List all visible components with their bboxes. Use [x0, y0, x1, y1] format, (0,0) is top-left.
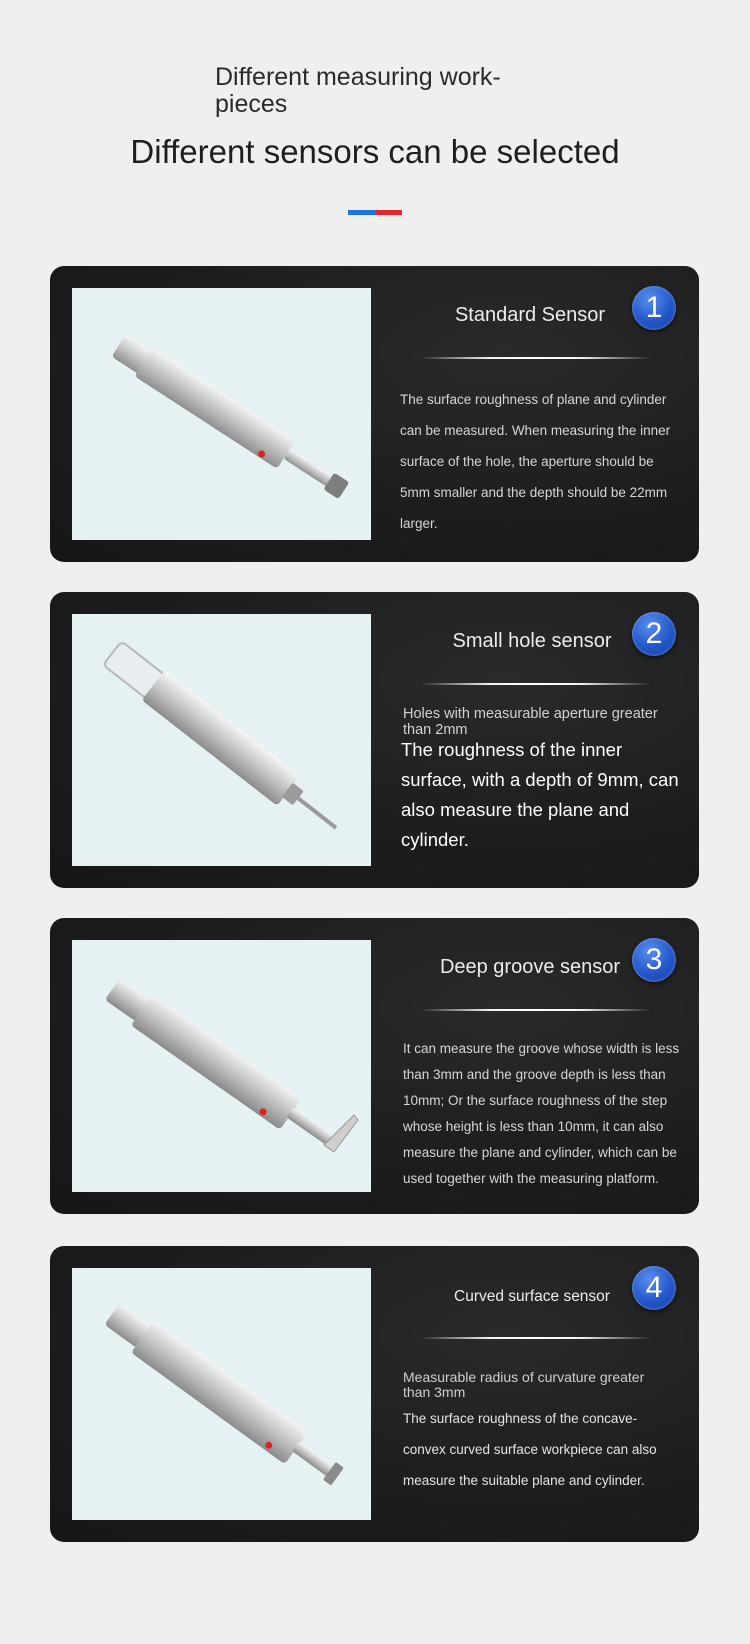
standard-sensor-photo: [72, 288, 371, 540]
title-accent-bar: [348, 210, 402, 215]
curved-surface-sensor-photo: [72, 1268, 371, 1520]
card-title: Small hole sensor: [452, 630, 612, 652]
number-badge: 1: [632, 286, 676, 330]
accent-red-segment: [376, 210, 402, 215]
title-divider: [420, 1337, 650, 1339]
card-note: Measurable radius of curvature greater than 3mm: [403, 1369, 645, 1400]
card-title: Deep groove sensor: [439, 956, 621, 978]
deep-groove-sensor-photo: [72, 940, 371, 1192]
card-description: The surface roughness of plane and cylinder can be measured. When measuring the inner surface of the hole, the aperture should be 5mm smaller and the depth should be 22mm larger.: [400, 392, 671, 531]
card-title: Standard Sensor: [454, 304, 606, 326]
card-description: It can measure the groove whose width is less than 3mm and the groove depth is less than 10mm; Or the surface roughness of the step whose height is less than 10mm, it can also measure the plane and cylinder, which can be used together with the measuring platform.: [403, 1041, 680, 1186]
page-title: Different sensors can be selected: [130, 133, 620, 170]
number-badge: 4: [632, 1266, 676, 1310]
title-divider: [420, 683, 650, 685]
header-subtitle: Different measuring work-pieces: [215, 63, 501, 118]
card-note: Holes with measurable aperture greater than 2mm: [403, 706, 658, 738]
number-badge: 2: [632, 612, 676, 656]
title-divider: [420, 357, 650, 359]
small-hole-sensor-photo: [72, 614, 371, 866]
sensor-card-standard: [50, 266, 699, 562]
card-description: The surface roughness of the concave-convex curved surface workpiece can also measure the suitable plane and cylinder.: [403, 1411, 657, 1488]
card-title: Curved surface sensor: [454, 1288, 610, 1305]
number-badge: 3: [632, 938, 676, 982]
title-divider: [420, 1009, 650, 1011]
sensor-card-small-hole: [50, 592, 699, 888]
sensor-card-deep-groove: [50, 918, 699, 1214]
accent-blue-segment: [348, 210, 376, 215]
card-description: The roughness of the inner surface, with a depth of 9mm, can also measure the plane and cylinder.: [401, 739, 679, 850]
sensor-card-curved-surface: [50, 1246, 699, 1542]
